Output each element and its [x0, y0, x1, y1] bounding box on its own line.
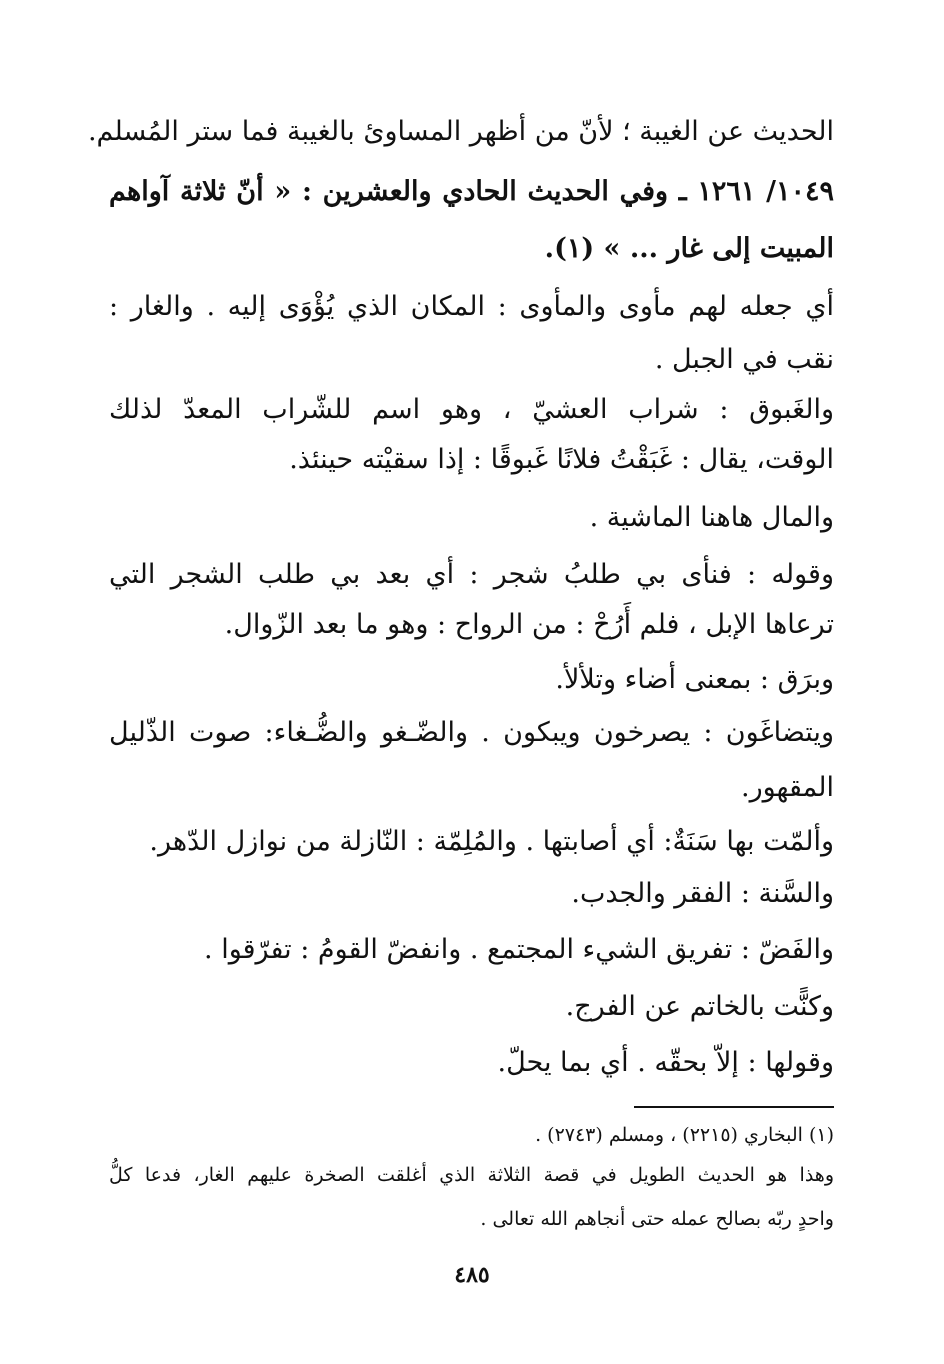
- footnote-divider: [634, 1106, 834, 1108]
- text-line-17: وكنًّت بالخاتم عن الفرج.: [565, 991, 834, 1022]
- text-line-5: نقب في الجبل .: [654, 344, 834, 375]
- text-line-1: الحديث عن الغيبة ؛ لأنّ من أظهر المساوئ بالغيبة فما ستر المُسلم.: [87, 116, 834, 147]
- text-line-7: الوقت، يقال : غَبَقْتُ فلانًا غَبوقًا : إذا سقيْته حينئذ.: [289, 444, 834, 475]
- hadith-heading-line-1: ١٠٤٩/ ١٢٦١ ـ وفي الحديث الحادي والعشرين : « أنّ ثلاثة آواهم: [109, 176, 834, 207]
- text-line-14: وألمّت بها سَنَةٌ: أي أصابتها . والمُلِمّة : النّازلة من نوازل الدّهر.: [149, 826, 834, 857]
- text-line-18: وقولها : إلاّ بحقّه . أي بما يحلّ.: [497, 1047, 834, 1078]
- text-line-4: أي جعله لهم مأوى والمأوى : المكان الذي يُؤْوَى إليه . والغار :: [109, 291, 834, 322]
- footnote-line-3: واحدٍ ربّه بصالح عمله حتى أنجاهم الله تعالى .: [480, 1208, 834, 1230]
- text-line-11: وبرَق : بمعنى أضاء وتلألأ.: [555, 664, 834, 695]
- text-line-10: ترعاها الإبل ، فلم أَرُحْ : من الرواح : وهو ما بعد الزّوال.: [224, 609, 834, 640]
- text-line-6: والغَبوق : شراب العشيّ ، وهو اسم للشّراب المعدّ لذلك: [109, 394, 834, 425]
- hadith-heading-line-2: المبيت إلى غار ... » (١).: [544, 233, 834, 264]
- page-number: ٤٨٥: [454, 1262, 490, 1288]
- text-line-13: المقهور.: [740, 772, 834, 803]
- text-line-8: والمال هاهنا الماشية .: [589, 502, 834, 533]
- footnote-line-2: وهذا هو الحديث الطويل في قصة الثلاثة الذي أغلقت الصخرة عليهم الغار، فدعا كلُّ: [109, 1164, 834, 1186]
- text-line-9: وقوله : فنأى بي طلبُ شجر : أي بعد بي طلب الشجر التي: [109, 559, 834, 590]
- text-line-16: والفَضّ : تفريق الشيء المجتمع . وانفضّ القومُ : تفرّقوا .: [204, 934, 834, 965]
- footnote-line-1: (١) البخاري (٢٢١٥) ، ومسلم (٢٧٤٣) .: [535, 1124, 834, 1146]
- text-line-15: والسَّنة : الفقر والجدب.: [571, 878, 834, 909]
- text-line-12: ويتضاغَون : يصرخون ويبكون . والضّـغو والضُّـغاء: صوت الذّليل: [109, 717, 834, 748]
